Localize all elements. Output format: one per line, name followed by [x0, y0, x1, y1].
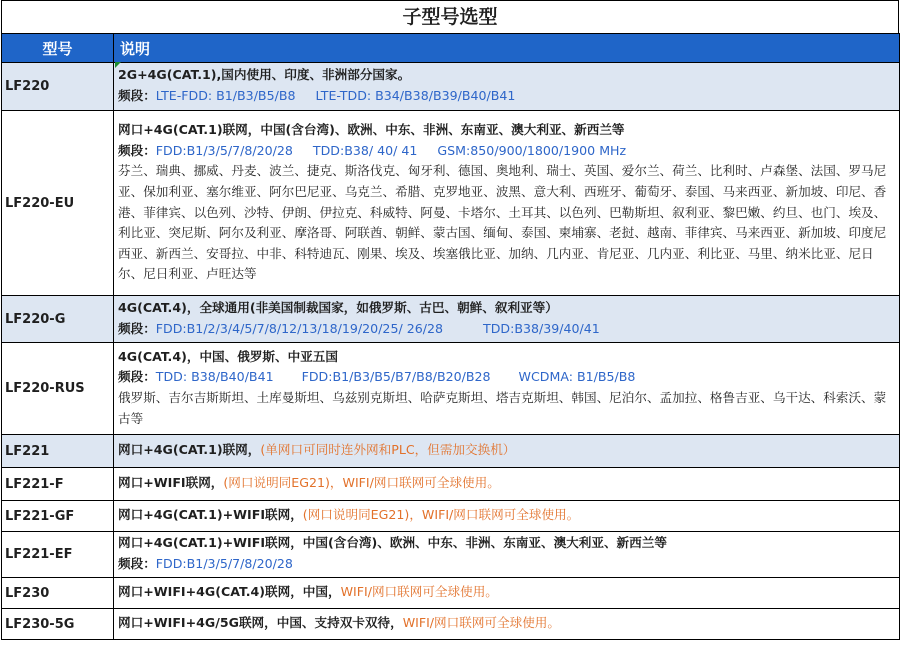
- description-line: 网口+4G(CAT.1)联网，中国(含台湾)、欧洲、中东、非洲、东南亚、澳大利亚、新西兰等: [118, 122, 625, 138]
- table-row: [2, 435, 900, 468]
- description-line: 网口+4G(CAT.1)+WIFI联网，中国(含台湾)、欧洲、中东、非洲、东南亚、澳大利亚、新西兰等: [118, 535, 667, 551]
- country-list: 芬兰、瑞典、挪威、丹麦、波兰、捷克、斯洛伐克、匈牙利、德国、奥地利、瑞士、英国、爱尔兰、荷兰、比利时、卢森堡、法国、罗马尼亚、保加利亚、塞尔维亚、阿尔巴尼亚、乌克兰、希腊、克罗地亚、波黑、意大利、西班牙、葡萄牙、泰国、马来西亚、新加坡、印尼、香港、菲律宾、以色列、沙特、伊朗、伊拉克、科威特、阿曼、卡塔尔、土耳其、以色列、巴勒斯坦、叙利亚、黎巴嫩、约旦、也门、埃及、利比亚、突尼斯、阿尔及利亚、摩洛哥、阿联酋、朝鲜、蒙古国、缅甸、泰国、柬埔寨、老挝、越南、菲律宾、马来西亚、新加坡、印度尼西亚、新西兰、安哥拉、中非、科特迪瓦、刚果、埃及、埃塞俄比亚、加纳、几内亚、肯尼亚、几内亚、利比亚、马里、纳米比亚、尼日尔、尼日利亚、卢旺达等: [118, 163, 887, 282]
- table-row: [2, 63, 900, 111]
- description-line: 4G(CAT.4)，全球通用(非美国制裁国家，如俄罗斯、古巴、朝鲜、叙利亚等）: [118, 299, 558, 315]
- band-line: [118, 319, 895, 340]
- description-line: [118, 440, 895, 461]
- model-cell: LF221-F: [2, 468, 114, 501]
- column-header-model: 型号: [2, 34, 114, 63]
- description-line: [118, 582, 895, 603]
- column-header-description: 说明: [114, 34, 900, 63]
- description-text: 网口+4G(CAT.1)联网，: [118, 442, 261, 458]
- table-row: [2, 111, 900, 296]
- table-row: [2, 343, 900, 435]
- model-cell: LF230: [2, 578, 114, 609]
- description-cell: [114, 501, 900, 532]
- model-cell: LF221-GF: [2, 501, 114, 532]
- description-cell: [114, 111, 900, 296]
- band-line: [118, 367, 895, 388]
- description-line: [118, 473, 895, 494]
- band-value: FDD:B1/2/3/4/5/7/8/12/13/18/19/20/25/ 26/28: [155, 320, 443, 336]
- description-cell: [114, 343, 900, 435]
- band-value: TDD: B38/B40/B41: [155, 369, 274, 385]
- model-cell: LF221: [2, 435, 114, 468]
- table-row: [2, 468, 900, 501]
- description-cell: [114, 296, 900, 343]
- band-value: GSM:850/900/1800/1900 MHz: [437, 142, 627, 158]
- model-cell: LF220-EU: [2, 111, 114, 296]
- description-cell: [114, 468, 900, 501]
- band-label: 频段：: [118, 320, 156, 336]
- model-selection-sheet: [1, 0, 899, 640]
- description-text: 网口+WIFI联网，: [118, 475, 224, 491]
- model-cell: LF230-5G: [2, 609, 114, 640]
- band-label: 频段：: [118, 369, 156, 385]
- model-cell: LF221-EF: [2, 532, 114, 578]
- band-value: TDD:B38/ 40/ 41: [312, 142, 418, 158]
- band-line: [118, 554, 895, 575]
- table-row: [2, 609, 900, 640]
- band-label: 频段：: [118, 556, 156, 571]
- table-header-row: [2, 34, 900, 63]
- description-text: 网口+4G(CAT.1)+WIFI联网，: [118, 507, 303, 523]
- description-line: 4G(CAT.4)，中国、俄罗斯、中亚五国: [118, 348, 338, 364]
- model-table: [1, 33, 900, 640]
- model-cell: LF220-G: [2, 296, 114, 343]
- description-note: WIFI/网口联网可全球使用。: [402, 615, 560, 631]
- table-row: [2, 532, 900, 578]
- model-cell: LF220-RUS: [2, 343, 114, 435]
- description-cell: [114, 63, 900, 111]
- cell-comment-marker: [115, 62, 121, 68]
- table-row: [2, 501, 900, 532]
- band-value: TDD:B38/39/40/41: [483, 320, 600, 336]
- description-note: WIFI/网口联网可全球使用。: [340, 584, 498, 600]
- description-line: 2G+4G(CAT.1),国内使用、印度、非洲部分国家。: [118, 67, 411, 83]
- description-note: (网口说明同EG21)，WIFI/网口联网可全球使用。: [302, 507, 580, 523]
- band-value: WCDMA: B1/B5/B8: [518, 369, 636, 385]
- table-row: [2, 578, 900, 609]
- description-line: [118, 505, 895, 526]
- band-value: FDD:B1/3/5/7/8/20/28: [155, 556, 293, 571]
- band-value: LTE-TDD: B34/B38/B39/B40/B41: [315, 88, 516, 103]
- table-row: [2, 296, 900, 343]
- description-cell: [114, 578, 900, 609]
- band-label: 频段：: [118, 88, 156, 103]
- description-cell: [114, 532, 900, 578]
- band-value: FDD:B1/B3/B5/B7/B8/B20/B28: [301, 369, 491, 385]
- band-value: LTE-FDD: B1/B3/B5/B8: [155, 88, 296, 103]
- band-label: 频段：: [118, 142, 156, 158]
- description-text: 网口+WIFI+4G/5G联网，中国、支持双卡双待，: [118, 615, 403, 631]
- band-line: [118, 86, 895, 107]
- band-value: FDD:B1/3/5/7/8/20/28: [155, 142, 293, 158]
- description-line: [118, 613, 895, 634]
- band-line: [118, 141, 895, 162]
- description-cell: [114, 609, 900, 640]
- model-cell: LF220: [2, 63, 114, 111]
- description-note: (单网口可同时连外网和PLC，但需加交换机）: [260, 442, 516, 458]
- description-text: 网口+WIFI+4G(CAT.4)联网，中国，: [118, 584, 341, 600]
- page-title: 子型号选型: [1, 0, 899, 33]
- description-note: (网口说明同EG21)，WIFI/网口联网可全球使用。: [223, 475, 500, 491]
- country-list: 俄罗斯、吉尔吉斯斯坦、土库曼斯坦、乌兹别克斯坦、哈萨克斯坦、塔吉克斯坦、韩国、尼泊尔、孟加拉、格鲁吉亚、乌干达、科索沃、蒙古等: [118, 390, 887, 426]
- description-cell: [114, 435, 900, 468]
